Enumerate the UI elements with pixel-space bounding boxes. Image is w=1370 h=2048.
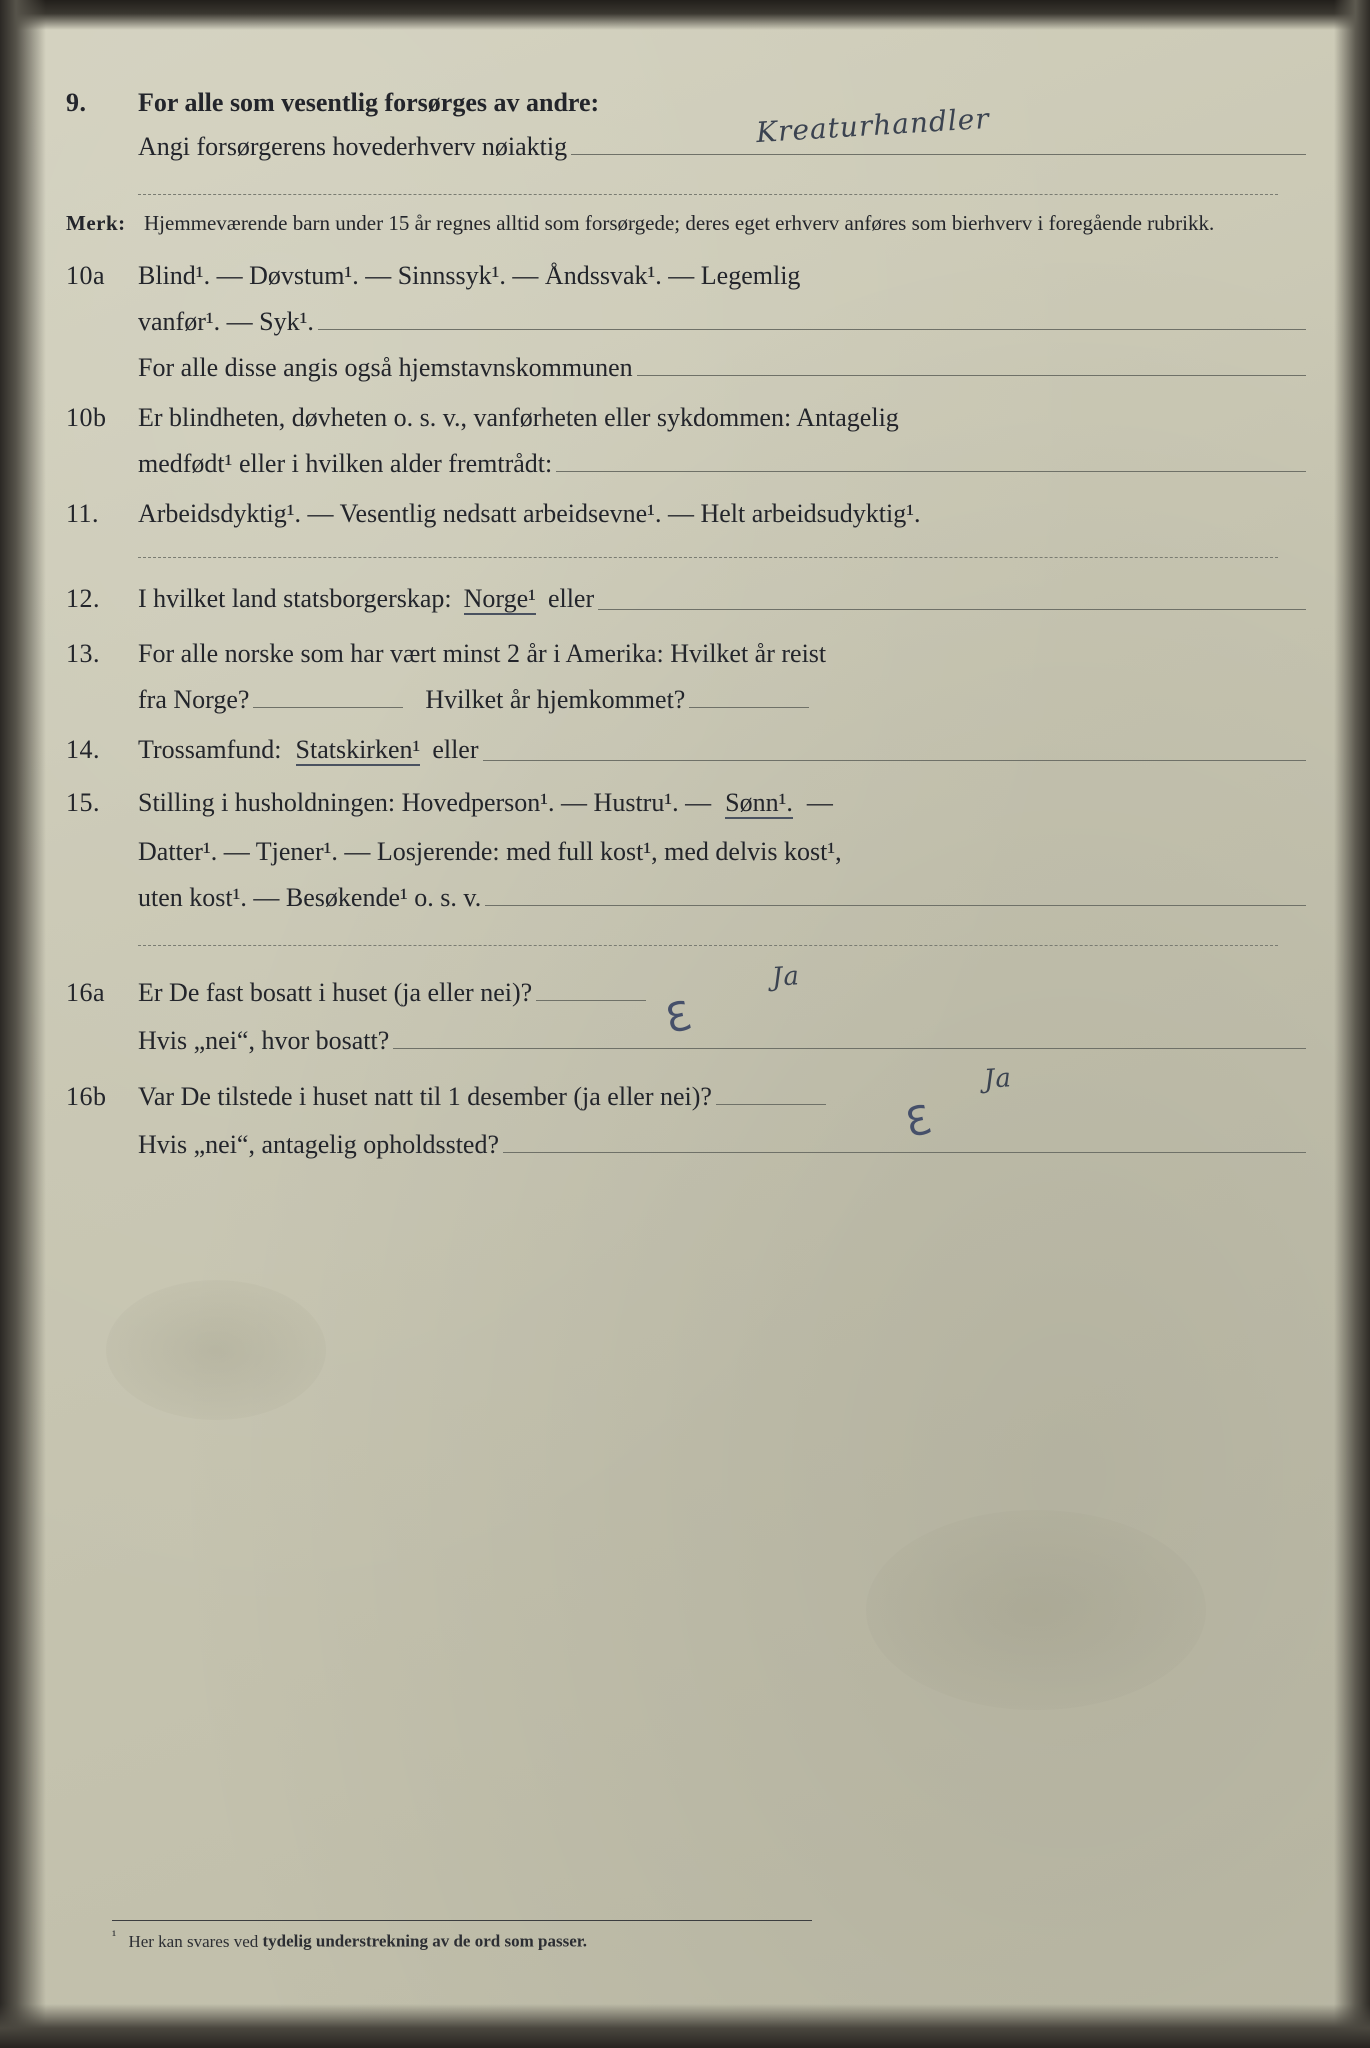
question-14-answer-line[interactable] — [483, 759, 1307, 761]
question-15-answer-line[interactable] — [485, 904, 1306, 906]
question-15-number: 15. — [66, 788, 100, 818]
question-16a-answer-line[interactable] — [536, 999, 646, 1001]
pen-stroke: ℇ — [661, 993, 696, 1044]
footnote-text-bold: tydelig understrekning av de ord som passer. — [262, 1932, 587, 1951]
question-12-text-after: eller — [547, 584, 595, 614]
question-11 — [66, 501, 1306, 527]
question-13-year-return-line[interactable] — [689, 706, 809, 708]
question-16b-number: 16b — [66, 1082, 107, 1112]
question-9-number: 9. — [66, 88, 87, 117]
footnote-marker: ¹ — [112, 1929, 117, 1945]
question-10a-line1: Blind¹. — Døvstum¹. — Sinnssyk¹. — Åndssvak¹. — Legemlig — [138, 261, 801, 291]
question-15-row3 — [66, 885, 1306, 911]
question-13-row2 — [66, 687, 1306, 713]
question-10a-row3 — [66, 355, 1306, 381]
paper-stain — [106, 1280, 326, 1420]
footnote-text: Her kan svares ved — [128, 1932, 259, 1951]
question-16a-number: 16a — [66, 978, 106, 1008]
question-9-answer: Kreaturhandler — [755, 101, 991, 150]
question-16b-answer: Ja — [983, 1063, 1013, 1096]
scan-edge-bottom — [0, 2004, 1370, 2048]
question-10a — [66, 263, 1306, 289]
question-12-text: I hvilket land statsborgerskap: — [138, 584, 452, 614]
question-10a-municipality-line[interactable] — [637, 374, 1306, 376]
question-14-text-after: eller — [432, 735, 479, 765]
question-15-answer: Sønn¹. — [725, 788, 793, 818]
question-11-text: Arbeidsdyktig¹. — Vesentlig nedsatt arbeidsevne¹. — Helt arbeidsudyktig¹. — [138, 499, 921, 529]
question-10b-number: 10b — [66, 403, 107, 433]
question-16b-where-line[interactable] — [503, 1151, 1306, 1153]
divider-after-q11 — [138, 557, 1278, 558]
question-13-line2b: Hvilket år hjemkommet? — [425, 685, 686, 715]
divider-after-q9 — [138, 194, 1278, 195]
question-16b — [66, 1063, 1306, 1112]
question-10a-answer-line[interactable] — [318, 328, 1306, 330]
question-16a-answer: Ja — [771, 961, 801, 994]
question-10a-row2 — [66, 309, 1306, 335]
question-9-answer-line[interactable] — [571, 153, 1306, 155]
question-15 — [66, 790, 1306, 819]
note-label: Merk: — [66, 211, 126, 235]
question-10a-line3: For alle disse angis også hjemstavnskommunen — [138, 353, 633, 383]
question-10a-number: 10a — [66, 261, 106, 291]
question-15-line2: Datter¹. — Tjener¹. — Losjerende: med full kost¹, med delvis kost¹, — [138, 837, 842, 867]
scan-edge-top — [0, 0, 1370, 30]
question-16b-answer-line[interactable] — [716, 1103, 826, 1105]
question-11-number: 11. — [66, 499, 100, 529]
note-block — [66, 209, 1306, 237]
question-10b-line1: Er blindheten, døvheten o. s. v., vanførheten eller sykdommen: Antagelig — [138, 403, 899, 433]
question-10b-row2 — [66, 451, 1306, 477]
footnote — [112, 1920, 1292, 1952]
question-16a-line2: Hvis „nei“, hvor bosatt? — [138, 1026, 390, 1056]
question-14-number: 14. — [66, 735, 100, 765]
question-14-text: Trossamfund: — [138, 735, 282, 765]
question-10b — [66, 405, 1306, 431]
question-15-line3: uten kost¹. — Besøkende¹ o. s. v. — [138, 883, 482, 913]
question-16b-line1: Var De tilstede i huset natt til 1 desember (ja eller nei)? — [138, 1082, 712, 1112]
question-15-line1a: Stilling i husholdningen: Hovedperson¹. — Hustru¹. — — [138, 788, 712, 818]
question-10b-line2: medfødt¹ eller i hvilken alder fremtrådt: — [138, 449, 553, 479]
question-9-subtitle: Angi forsørgerens hovederhverv nøiaktig — [138, 132, 568, 161]
question-10a-line2: vanfør¹. — Syk¹. — [138, 307, 314, 337]
question-13-year-left-line[interactable] — [253, 706, 403, 708]
question-14 — [66, 737, 1306, 766]
paper-stain — [866, 1510, 1206, 1710]
footnote-rule — [112, 1920, 812, 1921]
form-sheet — [46, 30, 1334, 2004]
pen-stroke: ℇ — [901, 1097, 936, 1148]
question-12-answer: Norge¹ — [463, 584, 536, 614]
question-13-line1: For alle norske som har vært minst 2 år i Amerika: Hvilket år reist — [138, 639, 827, 669]
note-text: Hjemmeværende barn under 15 år regnes alltid som forsørgede; deres eget erhverv anføres som bierhverv i foregående rubrikk. — [144, 211, 1215, 235]
question-15-row2 — [66, 839, 1306, 865]
form-body — [66, 90, 1306, 1158]
question-12-number: 12. — [66, 584, 100, 614]
question-15-line1c: — — [806, 788, 833, 818]
question-16b-line2: Hvis „nei“, antagelig opholdssted? — [138, 1130, 500, 1160]
question-9 — [66, 90, 1306, 116]
question-9-title: For alle som vesentlig forsørges av andre: — [138, 88, 600, 117]
question-13-line2a: fra Norge? — [138, 685, 250, 715]
question-12 — [66, 586, 1306, 615]
question-16a-where-line[interactable] — [393, 1047, 1306, 1049]
question-12-answer-line[interactable] — [598, 608, 1306, 610]
scan-edge-left — [0, 0, 46, 2048]
divider-after-q15 — [138, 945, 1278, 946]
question-13 — [66, 641, 1306, 667]
question-16a-line1: Er De fast bosatt i huset (ja eller nei)? — [138, 978, 533, 1008]
scan-edge-right — [1334, 0, 1370, 2048]
question-14-answer: Statskirken¹ — [295, 735, 421, 765]
question-10b-answer-line[interactable] — [556, 470, 1306, 472]
question-13-number: 13. — [66, 639, 100, 669]
